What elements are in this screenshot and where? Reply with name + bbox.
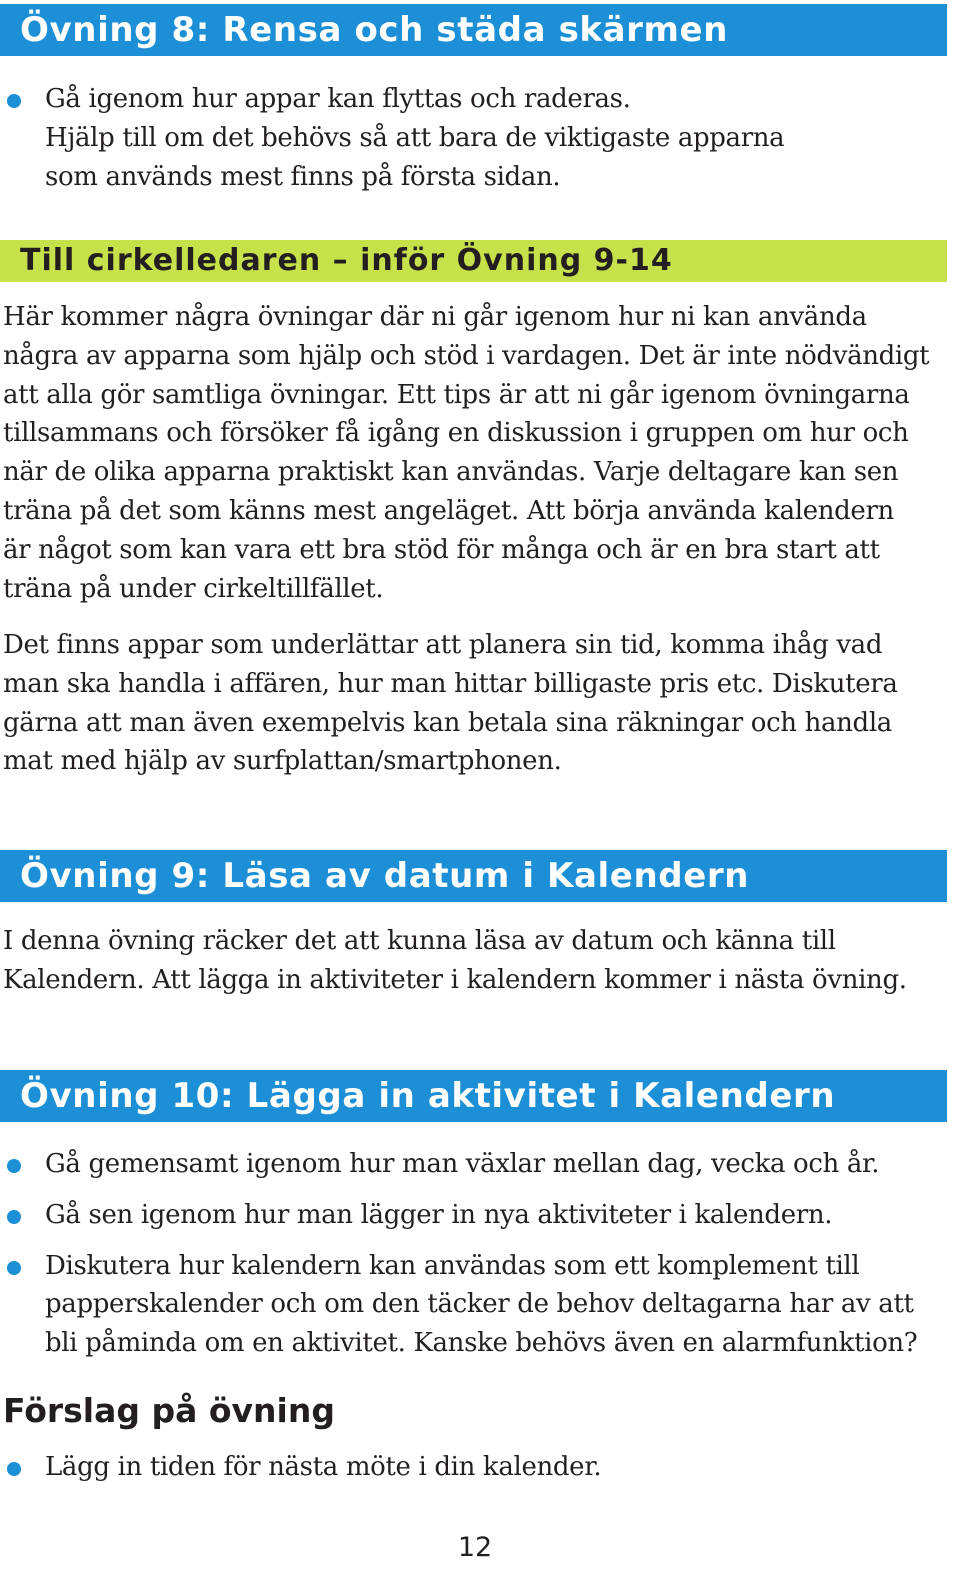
text-line: som används mest finns på första sidan. xyxy=(45,161,561,192)
exercise-9-heading: Övning 9: Läsa av datum i Kalendern xyxy=(0,850,947,902)
list-item xyxy=(0,1145,948,1184)
text-line: Det finns appar som underlättar att planera sin tid, komma ihåg vad xyxy=(3,630,883,660)
exercise-9-paragraph xyxy=(3,922,948,1000)
leader-paragraph-1 xyxy=(3,298,948,608)
text-line: att alla gör samtliga övningar. Ett tips är att ni går igenom övningarna xyxy=(3,379,910,410)
list-item xyxy=(0,80,948,196)
list-item xyxy=(0,1196,948,1235)
text-line: träna på under cirkeltillfället. xyxy=(3,573,384,604)
text-line: papperskalender och om den täcker de behov deltagarna har av att xyxy=(45,1289,914,1320)
text-line: Gå gemensamt igenom hur man växlar mellan dag, vecka och år. xyxy=(45,1149,880,1179)
exercise-8-bullets xyxy=(0,80,948,196)
text-line: bli påminda om en aktivitet. Kanske behövs även en alarmfunktion? xyxy=(45,1328,918,1359)
exercise-10-heading: Övning 10: Lägga in aktivitet i Kalendern xyxy=(0,1070,947,1122)
text-line: Lägg in tiden för nästa möte i din kalender. xyxy=(45,1452,602,1482)
suggestion-heading: Förslag på övning xyxy=(3,1391,335,1430)
text-line: tillsammans och försöker få igång en diskussion i gruppen om hur och xyxy=(3,418,909,449)
text-line: är något som kan vara ett bra stöd för många och är en bra start att xyxy=(3,534,880,565)
text-line: Kalendern. Att lägga in aktiviteter i kalendern kommer i nästa övning. xyxy=(3,964,907,995)
text-line: Hjälp till om det behövs så att bara de viktigaste apparna xyxy=(45,122,785,153)
list-item xyxy=(0,1247,948,1363)
text-line: Gå igenom hur appar kan flyttas och raderas. xyxy=(45,84,631,114)
text-line: träna på det som känns mest angeläget. Att börja använda kalendern xyxy=(3,495,894,526)
exercise-10-bullets xyxy=(0,1145,948,1363)
text-line: gärna att man även exempelvis kan betala sina räkningar och handla xyxy=(3,707,892,738)
text-line: några av apparna som hjälp och stöd i vardagen. Det är inte nödvändigt xyxy=(3,340,930,371)
list-item xyxy=(0,1448,948,1487)
leader-paragraph-2 xyxy=(3,626,948,781)
text-line: mat med hjälp av surfplattan/smartphonen. xyxy=(3,746,562,777)
text-line: Diskutera hur kalendern kan användas som ett komplement till xyxy=(45,1250,860,1281)
suggestion-bullets xyxy=(0,1448,948,1487)
text-line: när de olika apparna praktiskt kan användas. Varje deltagare kan sen xyxy=(3,457,899,488)
text-line: Gå sen igenom hur man lägger in nya aktiviteter i kalendern. xyxy=(45,1199,833,1230)
leader-note-heading: Till cirkelledaren – inför Övning 9-14 xyxy=(0,240,947,282)
text-line: I denna övning räcker det att kunna läsa av datum och känna till xyxy=(3,926,836,956)
page-number: 12 xyxy=(457,1532,493,1563)
exercise-8-heading: Övning 8: Rensa och städa skärmen xyxy=(0,4,947,56)
text-line: man ska handla i affären, hur man hittar billigaste pris etc. Diskutera xyxy=(3,668,898,699)
text-line: Här kommer några övningar där ni går igenom hur ni kan använda xyxy=(3,302,867,332)
